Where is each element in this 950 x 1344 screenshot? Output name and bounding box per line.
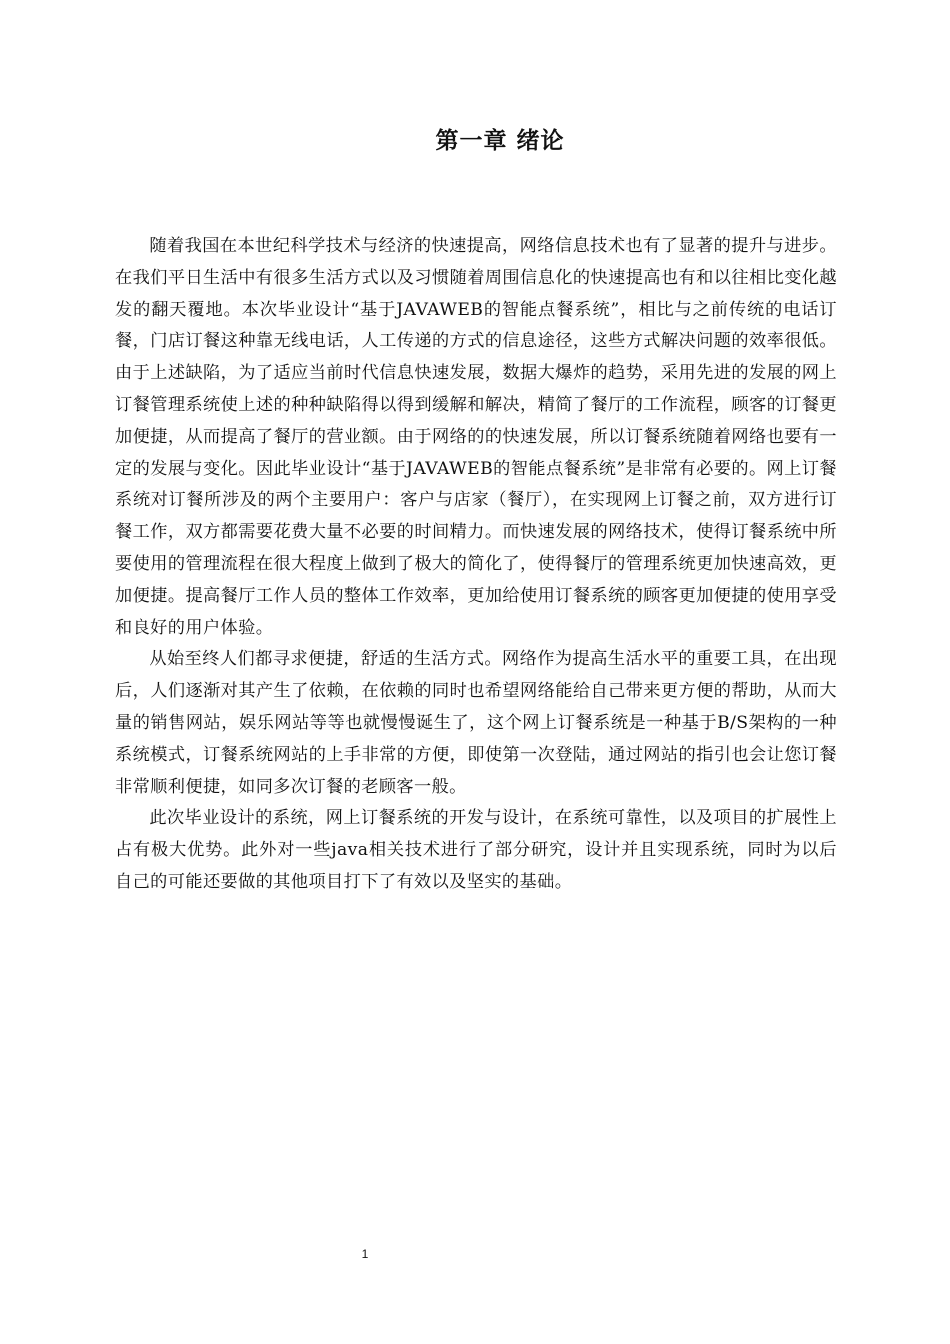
body-text [115,231,837,899]
page-number: 1 [361,1247,369,1261]
chapter-title: 第一章 绪论 [435,128,565,154]
paragraph-2: 从始至终人们都寻求便捷，舒适的生活方式。网络作为提高生活水平的重要工具，在出现后，人们逐渐对其产生了依赖，在依赖的同时也希望网络能给自己带来更方便的帮助，从而大量的销售网站，娱乐网站等等也就慢慢诞生了，这个网上订餐系统是一种基于B/S架构的一种系统模式，订餐系统网站的上手非常的方便，即使第一次登陆，通过网站的指引也会让您订餐非常顺利便捷，如同多次订餐的老顾客一般。 [115,649,837,797]
paragraph-1: 随着我国在本世纪科学技术与经济的快速提高，网络信息技术也有了显著的提升与进步。在我们平日生活中有很多生活方式以及习惯随着周围信息化的快速提高也有和以往相比变化越发的翻天覆地。本次毕业设计“基于JAVAWEB的智能点餐系统”，相比与之前传统的电话订餐，门店订餐这种靠无线电话，人工传递的方式的信息途径，这些方式解决问题的效率很低。由于上述缺陷，为了适应当前时代信息快速发展，数据大爆炸的趋势，采用先进的发展的网上订餐管理系统使上述的种种缺陷得以得到缓解和解决，精简了餐厅的工作流程，顾客的订餐更加便捷，从而提高了餐厅的营业额。由于网络的的快速发展，所以订餐系统随着网络也要有一定的发展与变化。因此毕业设计“基于JAVAWEB的智能点餐系统”是非常有必要的。网上订餐系统对订餐所涉及的两个主要用户：客户与店家（餐厅），在实现网上订餐之前，双方进行订餐工作，双方都需要花费大量不必要的时间精力。而快速发展的网络技术，使得订餐系统中所要使用的管理流程在很大程度上做到了极大的简化了，使得餐厅的管理系统更加快速高效，更加便捷。提高餐厅工作人员的整体工作效率，更加给使用订餐系统的顾客更加便捷的使用享受和良好的用户体验。 [115,236,837,638]
paragraph-3: 此次毕业设计的系统，网上订餐系统的开发与设计，在系统可靠性，以及项目的扩展性上占有极大优势。此外对一些java相关技术进行了部分研究，设计并且实现系统，同时为以后自己的可能还要做的其他项目打下了有效以及坚实的基础。 [115,808,837,892]
